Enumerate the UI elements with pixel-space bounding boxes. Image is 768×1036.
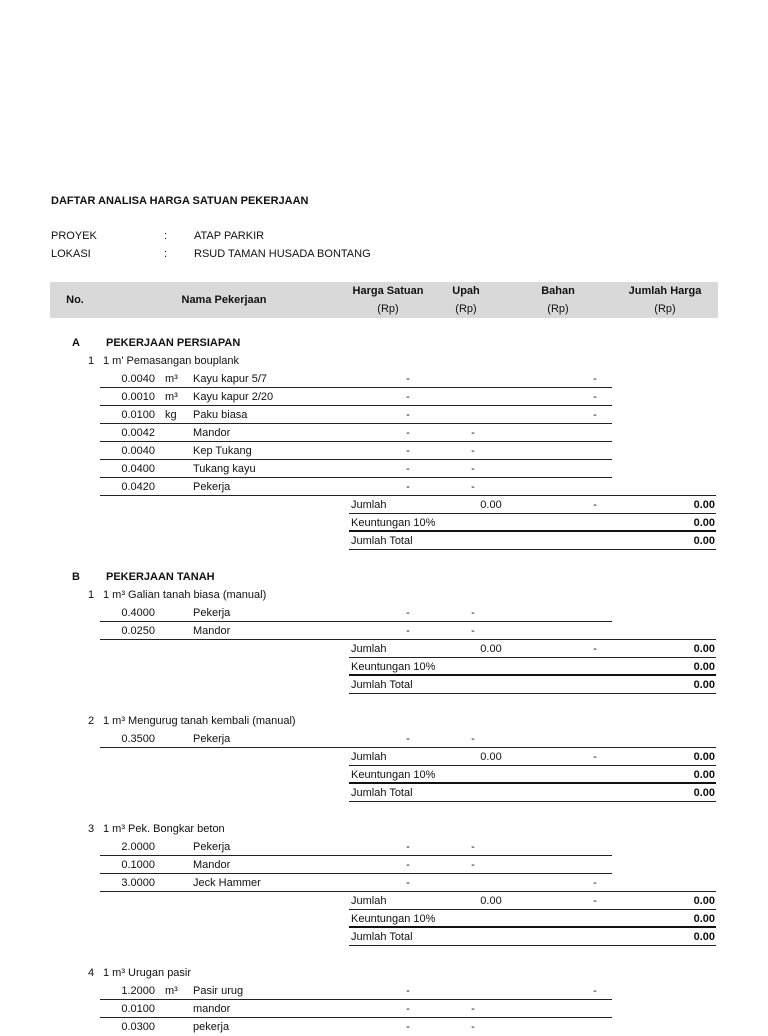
jumlah-value: 0.00 [693, 751, 715, 763]
project-label: PROYEK [51, 230, 97, 242]
table-row [0, 604, 768, 622]
harga-satuan: - [406, 481, 410, 493]
coefficient: 0.4000 [121, 607, 155, 619]
harga-satuan: - [406, 859, 410, 871]
jumlah-label: Jumlah [351, 751, 387, 763]
upah: - [471, 841, 475, 853]
summary-jumlah-row [0, 640, 768, 658]
project-sep: : [164, 230, 168, 242]
project-value: ATAP PARKIR [194, 230, 265, 242]
table-row [0, 1018, 768, 1036]
coefficient: 0.0100 [121, 1003, 155, 1015]
table-row [0, 622, 768, 640]
spacer [0, 946, 768, 964]
total-label: Jumlah Total [351, 679, 413, 691]
upah: - [471, 427, 475, 439]
item-description: 1 m³ Urugan pasir [103, 967, 192, 979]
harga-satuan: - [406, 373, 410, 385]
jumlah-label: Jumlah [351, 643, 387, 655]
coefficient: 0.0010 [121, 391, 155, 403]
item-number: 4 [88, 967, 95, 979]
header-harga: Harga Satuan [352, 285, 424, 297]
unit: kg [165, 409, 177, 421]
summary-keuntungan-row [0, 658, 768, 676]
jumlah-bahan: - [593, 499, 597, 511]
coefficient: 0.1000 [121, 859, 155, 871]
unit: m³ [165, 373, 178, 385]
item-name: Tukang kayu [193, 463, 256, 475]
coefficient: 0.0100 [121, 409, 155, 421]
item-number: 1 [88, 589, 95, 601]
upah: - [471, 1021, 475, 1033]
harga-satuan: - [406, 1003, 410, 1015]
coefficient: 0.0042 [121, 427, 155, 439]
coefficient: 0.0040 [121, 373, 155, 385]
item-header [0, 352, 768, 370]
table-row [0, 460, 768, 478]
keuntungan-value: 0.00 [693, 661, 715, 673]
item-header [0, 712, 768, 730]
item-name: Paku biasa [193, 409, 248, 421]
header-jumlah-rp: (Rp) [654, 303, 676, 315]
harga-satuan: - [406, 409, 410, 421]
bahan: - [593, 985, 597, 997]
table-row [0, 406, 768, 424]
keuntungan-label: Keuntungan 10% [351, 913, 436, 925]
upah: - [471, 733, 475, 745]
header-harga-rp: (Rp) [377, 303, 399, 315]
item-number: 1 [88, 355, 95, 367]
location-label: LOKASI [51, 248, 91, 260]
table-row [0, 478, 768, 496]
item-header [0, 964, 768, 982]
keuntungan-label: Keuntungan 10% [351, 517, 436, 529]
jumlah-bahan: - [593, 751, 597, 763]
coefficient: 0.0300 [121, 1021, 155, 1033]
table-row [0, 370, 768, 388]
summary-keuntungan-row [0, 766, 768, 784]
table-header [50, 282, 718, 318]
item-name: Pasir urug [193, 985, 244, 997]
jumlah-label: Jumlah [351, 499, 387, 511]
item-name: Mandor [193, 427, 231, 439]
bahan: - [593, 373, 597, 385]
summary-total-row [0, 676, 768, 694]
item-name: Pekerja [193, 841, 231, 853]
summary-jumlah-row [0, 748, 768, 766]
jumlah-bahan: - [593, 895, 597, 907]
section-title: PEKERJAAN PERSIAPAN [106, 337, 241, 349]
item-description: 1 m³ Mengurug tanah kembali (manual) [103, 715, 296, 727]
section-code: B [72, 571, 80, 583]
upah: - [471, 463, 475, 475]
unit: m³ [165, 985, 178, 997]
harga-satuan: - [406, 391, 410, 403]
upah: - [471, 607, 475, 619]
coefficient: 0.0250 [121, 625, 155, 637]
location-value: RSUD TAMAN HUSADA BONTANG [194, 248, 371, 260]
harga-satuan: - [406, 1021, 410, 1033]
total-value: 0.00 [693, 787, 715, 799]
unit: m³ [165, 391, 178, 403]
item-description: 1 m' Pemasangan bouplank [103, 355, 240, 367]
table-row [0, 1000, 768, 1018]
total-label: Jumlah Total [351, 535, 413, 547]
harga-satuan: - [406, 607, 410, 619]
summary-keuntungan-row [0, 910, 768, 928]
harga-satuan: - [406, 841, 410, 853]
jumlah-value: 0.00 [693, 643, 715, 655]
keuntungan-label: Keuntungan 10% [351, 769, 436, 781]
upah: - [471, 625, 475, 637]
jumlah-value: 0.00 [693, 895, 715, 907]
summary-jumlah-row [0, 496, 768, 514]
item-name: Kayu kapur 2/20 [193, 391, 274, 403]
location-sep: : [164, 248, 168, 260]
section-header [0, 568, 768, 586]
coefficient: 2.0000 [121, 841, 155, 853]
coefficient: 0.3500 [121, 733, 155, 745]
item-name: Kayu kapur 5/7 [193, 373, 267, 385]
table-row [0, 838, 768, 856]
header-no: No. [66, 294, 84, 306]
harga-satuan: - [406, 625, 410, 637]
jumlah-value: 0.00 [693, 499, 715, 511]
summary-total-row [0, 532, 768, 550]
item-description: 1 m³ Pek. Bongkar beton [103, 823, 225, 835]
harga-satuan: - [406, 877, 410, 889]
upah: - [471, 445, 475, 457]
coefficient: 0.0420 [121, 481, 155, 493]
keuntungan-value: 0.00 [693, 769, 715, 781]
table-row [0, 982, 768, 1000]
coefficient: 1.2000 [121, 985, 155, 997]
table-row [0, 442, 768, 460]
total-value: 0.00 [693, 679, 715, 691]
table-row [0, 856, 768, 874]
header-upah-rp: (Rp) [455, 303, 477, 315]
item-number: 3 [88, 823, 95, 835]
item-description: 1 m³ Galian tanah biasa (manual) [103, 589, 267, 601]
upah: - [471, 859, 475, 871]
upah: - [471, 1003, 475, 1015]
harga-satuan: - [406, 985, 410, 997]
table-row [0, 388, 768, 406]
header-upah: Upah [452, 285, 480, 297]
item-header [0, 586, 768, 604]
harga-satuan: - [406, 445, 410, 457]
spacer [0, 694, 768, 712]
harga-satuan: - [406, 427, 410, 439]
item-number: 2 [88, 715, 95, 727]
upah: - [471, 481, 475, 493]
item-name: Mandor [193, 625, 231, 637]
item-name: Kep Tukang [193, 445, 252, 457]
bahan: - [593, 877, 597, 889]
item-name: Pekerja [193, 733, 231, 745]
analysis-table-body [0, 334, 768, 1036]
keuntungan-value: 0.00 [693, 517, 715, 529]
document-title: DAFTAR ANALISA HARGA SATUAN PEKERJAAN [51, 195, 309, 207]
header-bahan: Bahan [541, 285, 575, 297]
summary-jumlah-row [0, 892, 768, 910]
header-jumlah: Jumlah Harga [628, 285, 702, 297]
jumlah-label: Jumlah [351, 895, 387, 907]
coefficient: 3.0000 [121, 877, 155, 889]
coefficient: 0.0400 [121, 463, 155, 475]
total-label: Jumlah Total [351, 787, 413, 799]
summary-keuntungan-row [0, 514, 768, 532]
item-name: Jeck Hammer [193, 877, 261, 889]
spacer [0, 802, 768, 820]
jumlah-upah: 0.00 [480, 895, 502, 907]
total-label: Jumlah Total [351, 931, 413, 943]
item-name: mandor [193, 1003, 231, 1015]
summary-total-row [0, 928, 768, 946]
section-title: PEKERJAAN TANAH [106, 571, 215, 583]
jumlah-upah: 0.00 [480, 499, 502, 511]
harga-satuan: - [406, 463, 410, 475]
item-name: Mandor [193, 859, 231, 871]
item-header [0, 820, 768, 838]
coefficient: 0.0040 [121, 445, 155, 457]
keuntungan-label: Keuntungan 10% [351, 661, 436, 673]
spacer [0, 550, 768, 568]
table-row [0, 424, 768, 442]
header-bahan-rp: (Rp) [547, 303, 569, 315]
item-name: Pekerja [193, 481, 231, 493]
jumlah-upah: 0.00 [480, 643, 502, 655]
jumlah-bahan: - [593, 643, 597, 655]
bahan: - [593, 391, 597, 403]
item-name: pekerja [193, 1021, 230, 1033]
table-row [0, 730, 768, 748]
bahan: - [593, 409, 597, 421]
header-nama: Nama Pekerjaan [181, 294, 267, 306]
total-value: 0.00 [693, 931, 715, 943]
section-header [0, 334, 768, 352]
total-value: 0.00 [693, 535, 715, 547]
table-row [0, 874, 768, 892]
item-name: Pekerja [193, 607, 231, 619]
jumlah-upah: 0.00 [480, 751, 502, 763]
harga-satuan: - [406, 733, 410, 745]
section-code: A [72, 337, 80, 349]
summary-total-row [0, 784, 768, 802]
keuntungan-value: 0.00 [693, 913, 715, 925]
